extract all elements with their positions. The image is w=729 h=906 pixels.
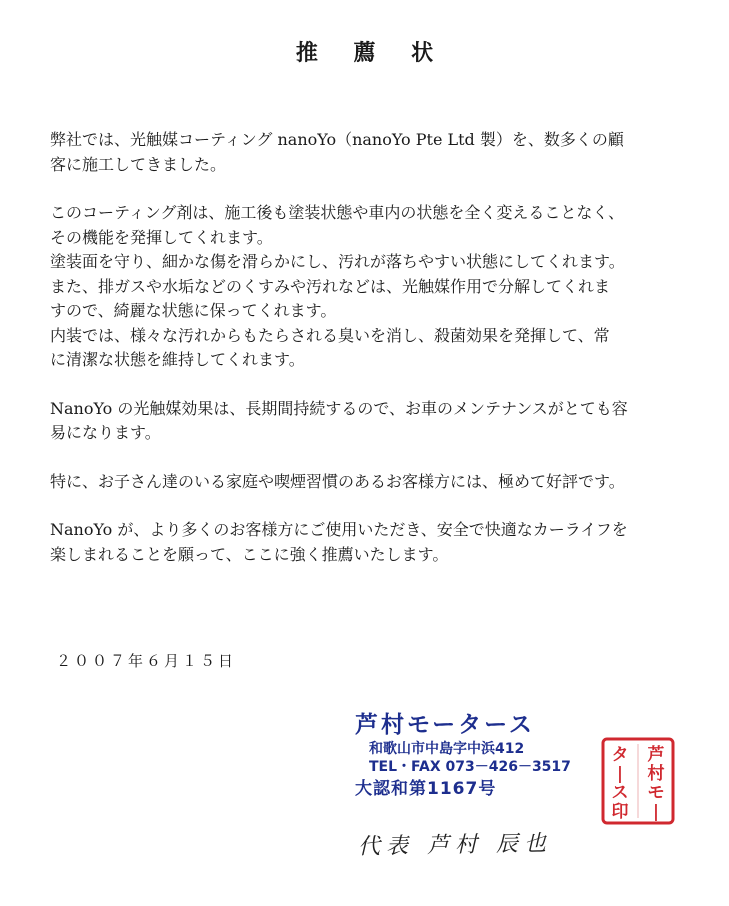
company-phone: TEL・FAX 073－426－3517 — [369, 759, 571, 775]
svg-text:印: 印 — [611, 802, 629, 822]
letter-date: ２００７年６月１５日 — [56, 652, 237, 670]
permit-number: 大認和第1167号 — [355, 779, 497, 799]
svg-text:|: | — [652, 802, 660, 822]
svg-text:タ: タ — [611, 745, 629, 765]
representative-signature: 代表 芦村 辰也 — [357, 831, 553, 860]
company-address: 和歌山市中島字中浜412 — [369, 741, 525, 757]
text-line: このコーティング剤は、施工後も塗装状態や車内の状態を全く変えることなく、 — [50, 203, 625, 222]
company-seal — [600, 736, 676, 826]
svg-text:|: | — [616, 764, 624, 784]
text-line: 弊社では、光触媒コーティング nanoYo（nanoYo Pte Ltd 製）を、数多くの顧 — [50, 130, 624, 149]
paragraph-1 — [50, 128, 686, 177]
text-line: 内装では、様々な汚れからもたらされる臭いを消し、殺菌効果を発揮して、常 — [50, 325, 610, 345]
company-stamp — [355, 710, 605, 802]
text-line: その機能を発揮してくれます。 — [50, 227, 273, 247]
text-line: NanoYo が、より多くのお客様方にご使用いただき、安全で快適なカーライフを — [50, 520, 628, 539]
letter-body — [50, 128, 686, 591]
text-line: 易になります。 — [50, 423, 161, 442]
text-line: また、排ガスや水垢などのくすみや汚れなどは、光触媒作用で分解してくれま — [50, 276, 611, 296]
svg-text:村: 村 — [647, 764, 665, 784]
paragraph-4 — [50, 470, 686, 495]
document-title: 推 薦 状 — [295, 40, 448, 66]
text-line: NanoYo の光触媒効果は、長期間持続するので、お車のメンテナンスがとても容 — [50, 398, 628, 418]
text-line: 客に施工してきました。 — [50, 154, 227, 174]
paragraph-2 — [50, 201, 686, 373]
company-name: 芦村モータース — [355, 712, 535, 738]
text-line: すので、綺麗な状態に保ってくれます。 — [50, 301, 337, 320]
paragraph-3 — [50, 397, 686, 446]
svg-text:芦: 芦 — [647, 745, 665, 765]
text-line: 楽しまれることを願って、ここに強く推薦いたします。 — [50, 544, 449, 564]
svg-text:モ: モ — [647, 783, 665, 803]
paragraph-5 — [50, 518, 686, 567]
svg-text:ス: ス — [611, 783, 629, 803]
text-line: 塗装面を守り、細かな傷を滑らかにし、汚れが落ちやすい状態にしてくれます。 — [50, 252, 625, 271]
text-line: 特に、お子さん達のいる家庭や喫煙習慣のあるお客様方には、極めて好評です。 — [50, 471, 625, 491]
text-line: に清潔な状態を維持してくれます。 — [50, 350, 305, 369]
